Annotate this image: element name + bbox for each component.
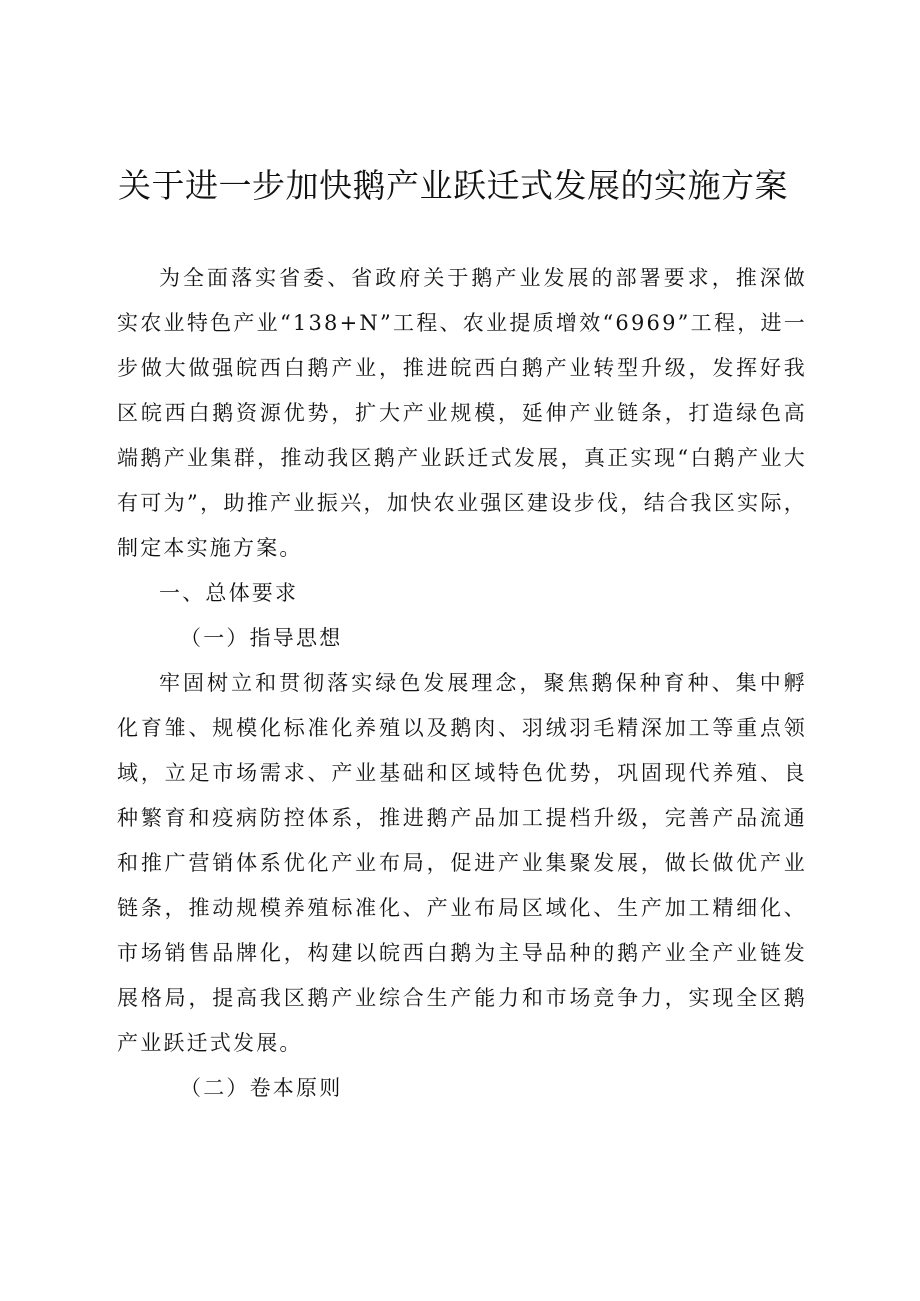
- subsection-heading-principles: （二）卷本原则: [180, 1076, 343, 1100]
- document-title: 关于进一步加快鹅产业跃迁式发展的实施方案: [118, 166, 788, 205]
- subsection-heading-guiding-ideology: （一）指导思想: [180, 626, 343, 650]
- intro-paragraph: 为全面落实省委、省政府关于鹅产业发展的部署要求，推深做实农业特色产业“138+N”工程、农业提质增效“6969”工程，进一步做大做强皖西白鹅产业，推进皖西白鹅产业转型升级，发挥好我区皖西白鹅资源优势，扩大产业规模，延伸产业链条，打造绿色高端鹅产业集群，推动我区鹅产业跃迁式发展，真正实现“白鹅产业大有可为”，助推产业振兴，加快农业强区建设步伐，结合我区实际，制定本实施方案。: [117, 266, 807, 560]
- guiding-ideology-paragraph: 牢固树立和贯彻落实绿色发展理念，聚焦鹅保种育种、集中孵化育雏、规模化标准化养殖以及鹅肉、羽绒羽毛精深加工等重点领域，立足市场需求、产业基础和区域特色优势，巩固现代养殖、良种繁育和疫病防控体系，推进鹅产品加工提档升级，完善产品流通和推广营销体系优化产业布局，促进产业集聚发展，做长做优产业链条，推动规模养殖标准化、产业布局区域化、生产加工精细化、市场销售品牌化，构建以皖西白鹅为主导品种的鹅产业全产业链发展格局，提高我区鹅产业综合生产能力和市场竞争力，实现全区鹅产业跃迁式发展。: [117, 671, 807, 1055]
- document-body: [117, 256, 807, 1111]
- section-heading-general-requirements: 一、总体要求: [159, 581, 299, 605]
